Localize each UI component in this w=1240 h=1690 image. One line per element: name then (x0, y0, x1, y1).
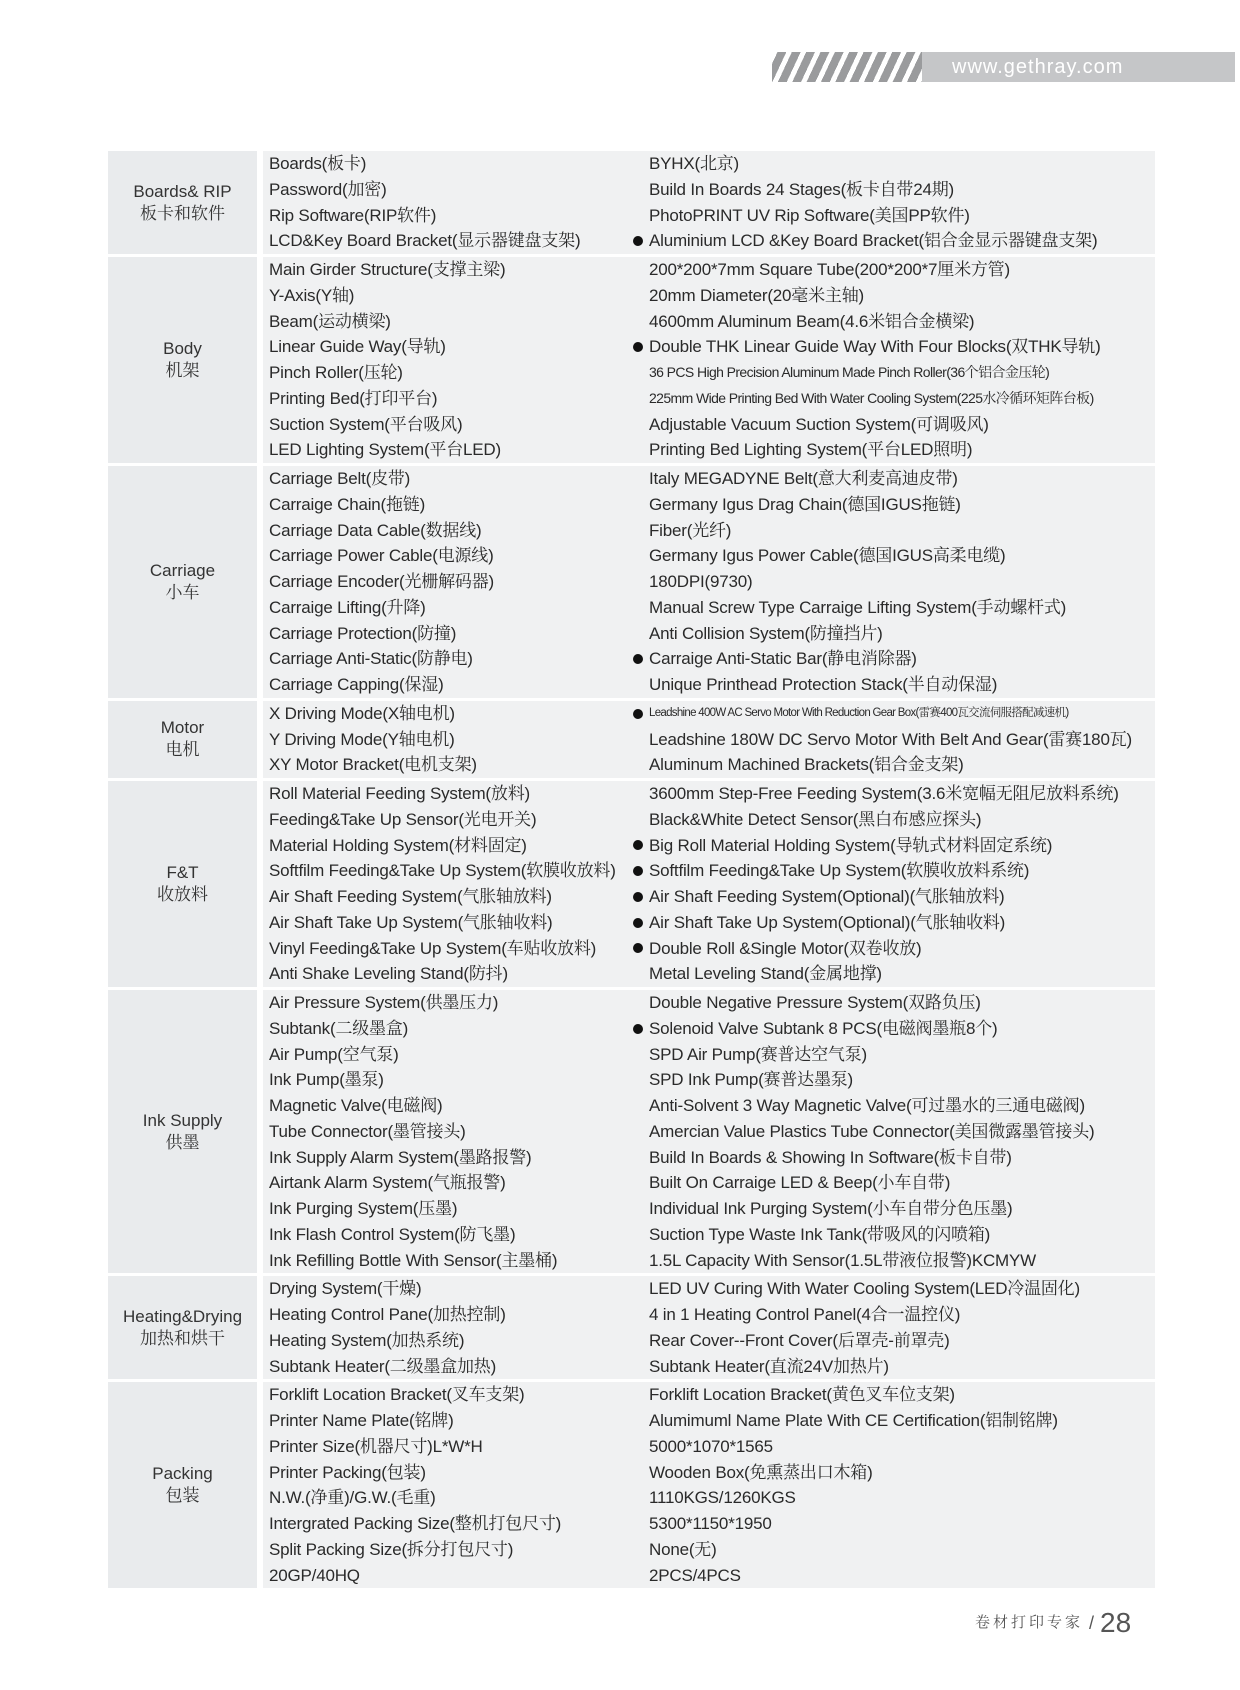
spec-text: 1110KGS/1260KGS (649, 1488, 796, 1508)
footer-title: 卷材打印专家 (975, 1614, 1084, 1631)
spec-cell (627, 1145, 1155, 1171)
spec-text: Air Shaft Take Up System(Optional)(气胀轴收料) (649, 912, 1006, 932)
feature-cell: N.W.(净重)/G.W.(毛重) (263, 1485, 627, 1511)
spec-cell (627, 1196, 1155, 1222)
spec-row (108, 1328, 1155, 1354)
spec-text: 180DPI(9730) (649, 572, 753, 591)
spec-cell (627, 203, 1155, 229)
spec-text: Carraige Anti-Static Bar(静电消除器) (649, 649, 917, 669)
spec-row (108, 961, 1155, 988)
spec-cell (627, 621, 1155, 647)
spec-cell (627, 595, 1155, 621)
feature-cell: Beam(运动横梁) (263, 309, 627, 335)
spec-cell (627, 672, 1155, 699)
spec-text: Amercian Value Plastics Tube Connector(美国微露墨管接头) (649, 1121, 1095, 1141)
feature-cell: Printer Size(机器尺寸)L*W*H (263, 1434, 627, 1460)
spec-text: Double Roll &Single Motor(双卷收放) (649, 938, 922, 958)
category-name-cn: 供墨 (165, 1132, 200, 1152)
spec-cell (627, 833, 1155, 859)
spec-text: Build In Boards & Showing In Software(板卡自带) (649, 1147, 1012, 1167)
feature-cell: LCD&Key Board Bracket(显示器键盘支架) (263, 228, 627, 255)
spec-cell (627, 1170, 1155, 1196)
spec-cell (627, 1275, 1155, 1302)
feature-cell: Magnetic Valve(电磁阀) (263, 1093, 627, 1119)
feature-cell: Carraige Chain(拖链) (263, 492, 627, 518)
feature-cell: Y Driving Mode(Y轴电机) (263, 727, 627, 753)
spec-row (108, 858, 1155, 884)
spec-text: Air Shaft Feeding System(Optional)(气胀轴放料) (649, 887, 1005, 906)
feature-cell: Suction System(平台吸风) (263, 412, 627, 438)
spec-row (108, 1563, 1155, 1589)
spec-row (108, 1067, 1155, 1093)
spec-row (108, 518, 1155, 544)
bullet-icon (633, 866, 643, 876)
feature-cell: Carriage Belt(皮带) (263, 465, 627, 492)
spec-row (108, 989, 1155, 1016)
feature-cell: Air Shaft Feeding System(气胀轴放料) (263, 884, 627, 910)
spec-text: Double Negative Pressure System(双路负压) (649, 993, 981, 1012)
spec-cell (627, 936, 1155, 962)
page-footer (975, 1605, 1131, 1641)
spec-row (108, 910, 1155, 936)
spec-cell (627, 807, 1155, 833)
bullet-icon (633, 654, 643, 664)
bullet-icon (633, 342, 643, 352)
feature-cell: Ink Purging System(压墨) (263, 1196, 627, 1222)
feature-cell: Forklift Location Bracket(叉车支架) (263, 1381, 627, 1408)
spec-row (108, 569, 1155, 595)
spec-cell (627, 1511, 1155, 1537)
spec-text: 4 in 1 Heating Control Panel(4合一温控仪) (649, 1305, 961, 1324)
feature-cell: LED Lighting System(平台LED) (263, 437, 627, 464)
feature-cell: Feeding&Take Up Sensor(光电开关) (263, 807, 627, 833)
spec-cell (627, 150, 1155, 177)
spec-cell (627, 699, 1155, 726)
spec-row (108, 412, 1155, 438)
feature-cell: Ink Supply Alarm System(墨路报警) (263, 1145, 627, 1171)
spec-cell (627, 1222, 1155, 1248)
spec-cell (627, 1460, 1155, 1486)
spec-text: Germany Igus Power Cable(德国IGUS高柔电缆) (649, 546, 1006, 566)
spec-cell (627, 283, 1155, 309)
spec-row (108, 360, 1155, 386)
feature-cell: X Driving Mode(X轴电机) (263, 699, 627, 726)
category-cell (108, 1275, 257, 1381)
category-cell (108, 465, 257, 700)
spec-row (108, 1248, 1155, 1275)
category-cell (108, 989, 257, 1275)
spec-cell (627, 780, 1155, 807)
feature-cell: Printer Name Plate(铭牌) (263, 1408, 627, 1434)
feature-cell: Ink Pump(墨泵) (263, 1067, 627, 1093)
spec-row (108, 256, 1155, 283)
bullet-icon (633, 1024, 643, 1034)
feature-cell: Air Pressure System(供墨压力) (263, 989, 627, 1016)
feature-cell: Intergrated Packing Size(整机打包尺寸) (263, 1511, 627, 1537)
feature-cell: Linear Guide Way(导轨) (263, 334, 627, 360)
spec-row (108, 228, 1155, 255)
feature-cell: Air Shaft Take Up System(气胀轴收料) (263, 910, 627, 936)
spec-cell (627, 752, 1155, 779)
spec-text: Manual Screw Type Carraige Lifting System(手动螺杆式) (649, 597, 1067, 617)
spec-cell (627, 1119, 1155, 1145)
feature-cell: Subtank Heater(二级墨盒加热) (263, 1354, 627, 1381)
feature-cell: Vinyl Feeding&Take Up System(车贴收放料) (263, 936, 627, 962)
spec-text: Built On Carraige LED & Beep(小车自带) (649, 1173, 951, 1193)
spec-text: 2PCS/4PCS (649, 1565, 741, 1585)
spec-row (108, 1460, 1155, 1486)
website-url: www.gethray.com (952, 56, 1124, 78)
feature-cell: Heating Control Pane(加热控制) (263, 1302, 627, 1328)
feature-cell: Split Packing Size(拆分打包尺寸) (263, 1537, 627, 1563)
spec-row (108, 595, 1155, 621)
spec-text: Black&White Detect Sensor(黑白布感应探头) (649, 809, 982, 829)
spec-row (108, 1408, 1155, 1434)
feature-cell: Main Girder Structure(支撑主梁) (263, 256, 627, 283)
bullet-icon (633, 892, 643, 902)
spec-row (108, 437, 1155, 464)
spec-text: Printing Bed Lighting System(平台LED照明) (649, 440, 973, 460)
feature-cell: Air Pump(空气泵) (263, 1042, 627, 1068)
spec-row (108, 1222, 1155, 1248)
category-name-en: Ink Supply (142, 1110, 223, 1130)
feature-cell: Carriage Anti-Static(防静电) (263, 646, 627, 672)
spec-text: 3600mm Step-Free Feeding System(3.6米宽幅无阻尼放料系统) (649, 784, 1119, 803)
feature-cell: Ink Flash Control System(防飞墨) (263, 1222, 627, 1248)
feature-cell: Material Holding System(材料固定) (263, 833, 627, 859)
spec-cell (627, 1302, 1155, 1328)
spec-text: Aluminum Machined Brackets(铝合金支架) (649, 755, 964, 775)
feature-cell: Printing Bed(打印平台) (263, 386, 627, 412)
spec-table-body (108, 150, 1155, 1589)
spec-row (108, 1302, 1155, 1328)
spec-text: 1.5L Capacity With Sensor(1.5L带液位报警)KCMYW (649, 1250, 1037, 1270)
spec-row (108, 334, 1155, 360)
spec-row (108, 1511, 1155, 1537)
spec-text: 5300*1150*1950 (649, 1514, 772, 1533)
page-number: 28 (1100, 1607, 1132, 1638)
feature-cell: Airtank Alarm System(气瓶报警) (263, 1170, 627, 1196)
category-name-en: F&T (166, 863, 199, 882)
feature-cell: Pinch Roller(压轮) (263, 360, 627, 386)
spec-cell (627, 646, 1155, 672)
spec-row (108, 1275, 1155, 1302)
feature-cell: Y-Axis(Y轴) (263, 283, 627, 309)
spec-text: LED UV Curing With Water Cooling System(LED冷温固化) (649, 1279, 1080, 1299)
category-cell (108, 256, 257, 465)
spec-text: Italy MEGADYNE Belt(意大利麦高迪皮带) (649, 469, 958, 488)
spec-text: 200*200*7mm Square Tube(200*200*7厘米方管) (649, 260, 1010, 279)
spec-text: Fiber(光纤) (649, 520, 732, 540)
category-cell (108, 150, 257, 256)
spec-text: SPD Air Pump(赛普达空气泵) (649, 1044, 867, 1064)
spec-cell (627, 1381, 1155, 1408)
spec-cell (627, 386, 1155, 412)
spec-cell (627, 177, 1155, 203)
category-name-en: Packing (152, 1464, 213, 1484)
spec-row (108, 150, 1155, 177)
spec-row (108, 833, 1155, 859)
spec-row (108, 1196, 1155, 1222)
spec-text: Solenoid Valve Subtank 8 PCS(电磁阀墨瓶8个) (649, 1018, 998, 1038)
spec-row (108, 1170, 1155, 1196)
spec-text: 4600mm Aluminum Beam(4.6米铝合金横梁) (649, 311, 975, 331)
category-name-en: Motor (160, 718, 205, 738)
spec-table (108, 148, 1155, 1588)
spec-cell (627, 910, 1155, 936)
spec-row (108, 1354, 1155, 1381)
feature-cell: Softfilm Feeding&Take Up System(软膜收放料) (263, 858, 627, 884)
spec-text: Subtank Heater(直流24V加热片) (649, 1356, 889, 1376)
category-name-en: Boards& RIP (133, 181, 232, 201)
spec-row (108, 309, 1155, 335)
spec-text: Build In Boards 24 Stages(板卡自带24期) (649, 179, 955, 199)
spec-row (108, 177, 1155, 203)
spec-cell (627, 1354, 1155, 1381)
spec-text: Germany Igus Drag Chain(德国IGUS拖链) (649, 494, 961, 514)
spec-row (108, 807, 1155, 833)
feature-cell: Carriage Capping(保湿) (263, 672, 627, 699)
category-name-cn: 包装 (165, 1486, 200, 1506)
feature-cell: Printer Packing(包装) (263, 1460, 627, 1486)
spec-cell (627, 989, 1155, 1016)
feature-cell: Carraige Lifting(升降) (263, 595, 627, 621)
spec-row (108, 727, 1155, 753)
feature-cell: Heating System(加热系统) (263, 1328, 627, 1354)
feature-cell: XY Motor Bracket(电机支架) (263, 752, 627, 779)
category-cell (108, 699, 257, 779)
spec-text: BYHX(北京) (649, 154, 740, 173)
spec-text: 36 PCS High Precision Aluminum Made Pinch Roller(36个铝合金压轮) (649, 364, 1050, 380)
feature-cell: Roll Material Feeding System(放料) (263, 780, 627, 807)
spec-text: 225mm Wide Printing Bed With Water Cooling System(225水冷循环矩阵台板) (649, 389, 1094, 406)
spec-cell (627, 518, 1155, 544)
spec-text: Softfilm Feeding&Take Up System(软膜收放料系统) (649, 861, 1030, 881)
feature-cell: Rip Software(RIP软件) (263, 203, 627, 229)
spec-text: None(无) (649, 1539, 717, 1559)
spec-cell (627, 884, 1155, 910)
spec-text: Big Roll Material Holding System(导轨式材料固定系统) (649, 835, 1053, 855)
spec-text: 20mm Diameter(20毫米主轴) (649, 285, 864, 305)
spec-cell (627, 1093, 1155, 1119)
feature-cell: Anti Shake Leveling Stand(防抖) (263, 961, 627, 988)
spec-row (108, 465, 1155, 492)
spec-row (108, 884, 1155, 910)
spec-row (108, 699, 1155, 726)
spec-row (108, 936, 1155, 962)
spec-row (108, 1434, 1155, 1460)
spec-row (108, 1381, 1155, 1408)
category-name-cn: 板卡和软件 (140, 203, 225, 223)
spec-cell (627, 1328, 1155, 1354)
spec-text: Rear Cover--Front Cover(后罩壳-前罩壳) (649, 1330, 950, 1350)
feature-cell: Drying System(干燥) (263, 1275, 627, 1302)
spec-row (108, 386, 1155, 412)
bullet-icon (633, 943, 643, 953)
category-name-cn: 电机 (165, 740, 200, 760)
spec-text: Alumimuml Name Plate With CE Certification(铝制铭牌) (649, 1411, 1058, 1430)
feature-cell: Carriage Protection(防撞) (263, 621, 627, 647)
spec-cell (627, 309, 1155, 335)
spec-row (108, 1119, 1155, 1145)
spec-cell (627, 543, 1155, 569)
spec-cell (627, 256, 1155, 283)
bullet-icon (633, 918, 643, 928)
spec-text: Leadshine 180W DC Servo Motor With Belt And Gear(雷赛180瓦) (649, 729, 1132, 749)
spec-cell (627, 1434, 1155, 1460)
category-name-cn: 机架 (165, 361, 200, 380)
spec-text: Suction Type Waste Ink Tank(带吸风的闪喷箱) (649, 1224, 991, 1244)
spec-cell (627, 360, 1155, 386)
spec-row (108, 1042, 1155, 1068)
spec-row (108, 752, 1155, 779)
spec-cell (627, 465, 1155, 492)
category-name-cn: 加热和烘干 (140, 1328, 225, 1348)
spec-text: Individual Ink Purging System(小车自带分色压墨) (649, 1199, 1013, 1218)
spec-cell (627, 569, 1155, 595)
spec-cell (627, 412, 1155, 438)
footer-separator: / (1089, 1613, 1095, 1633)
feature-cell: Carriage Encoder(光栅解码器) (263, 569, 627, 595)
spec-text: PhotoPRINT UV Rip Software(美国PP软件) (649, 205, 970, 225)
spec-text: SPD Ink Pump(赛普达墨泵) (649, 1070, 854, 1090)
spec-cell (627, 492, 1155, 518)
category-name-en: Body (163, 339, 202, 358)
feature-cell: Password(加密) (263, 177, 627, 203)
spec-cell (627, 228, 1155, 255)
spec-cell (627, 1563, 1155, 1589)
spec-row (108, 1145, 1155, 1171)
spec-text: Anti Collision System(防撞挡片) (649, 623, 883, 643)
feature-cell: Subtank(二级墨盒) (263, 1016, 627, 1042)
feature-cell: Tube Connector(墨管接头) (263, 1119, 627, 1145)
spec-cell (627, 858, 1155, 884)
spec-cell (627, 727, 1155, 753)
spec-cell (627, 1248, 1155, 1275)
spec-cell (627, 437, 1155, 464)
bullet-icon (633, 709, 643, 719)
spec-text: Leadshine 400W AC Servo Motor With Reduction Gear Box(雷赛400瓦交流伺服搭配减速机) (649, 706, 1069, 719)
feature-cell: Carriage Power Cable(电源线) (263, 543, 627, 569)
spec-cell (627, 961, 1155, 988)
spec-row (108, 1485, 1155, 1511)
spec-row (108, 672, 1155, 699)
spec-row (108, 621, 1155, 647)
category-cell (108, 780, 257, 989)
category-name-en: Carriage (149, 560, 216, 580)
spec-cell (627, 334, 1155, 360)
spec-text: Unique Printhead Protection Stack(半自动保湿) (649, 675, 998, 694)
spec-text: Forklift Location Bracket(黄色叉车位支架) (649, 1385, 955, 1405)
spec-text: Aluminium LCD &Key Board Bracket(铝合金显示器键盘支架) (649, 231, 1098, 251)
spec-cell (627, 1537, 1155, 1563)
bullet-icon (633, 236, 643, 246)
category-cell (108, 1381, 257, 1589)
spec-cell (627, 1408, 1155, 1434)
spec-text: Double THK Linear Guide Way With Four Blocks(双THK导轨) (649, 337, 1101, 357)
spec-row (108, 492, 1155, 518)
spec-cell (627, 1016, 1155, 1042)
spec-text: Adjustable Vacuum Suction System(可调吸风) (649, 414, 989, 434)
spec-row (108, 203, 1155, 229)
spec-row (108, 780, 1155, 807)
category-name-cn: 收放料 (157, 885, 208, 904)
feature-cell: Ink Refilling Bottle With Sensor(主墨桶) (263, 1248, 627, 1275)
spec-text: Metal Leveling Stand(金属地撑) (649, 964, 882, 984)
spec-text: Anti-Solvent 3 Way Magnetic Valve(可过墨水的三通电磁阀) (649, 1096, 1085, 1115)
feature-cell: Carriage Data Cable(数据线) (263, 518, 627, 544)
bullet-icon (633, 840, 643, 850)
category-name-en: Heating&Drying (122, 1306, 243, 1326)
spec-row (108, 543, 1155, 569)
spec-text: Wooden Box(免熏蒸出口木箱) (649, 1462, 873, 1482)
spec-cell (627, 1067, 1155, 1093)
feature-cell: 20GP/40HQ (263, 1563, 627, 1589)
spec-row (108, 1093, 1155, 1119)
spec-row (108, 283, 1155, 309)
spec-cell (627, 1485, 1155, 1511)
spec-text: 5000*1070*1565 (649, 1436, 773, 1456)
header-stripes (772, 52, 922, 82)
spec-cell (627, 1042, 1155, 1068)
feature-cell: Boards(板卡) (263, 150, 627, 177)
spec-row (108, 646, 1155, 672)
spec-row (108, 1016, 1155, 1042)
spec-row (108, 1537, 1155, 1563)
category-name-cn: 小车 (165, 582, 200, 602)
